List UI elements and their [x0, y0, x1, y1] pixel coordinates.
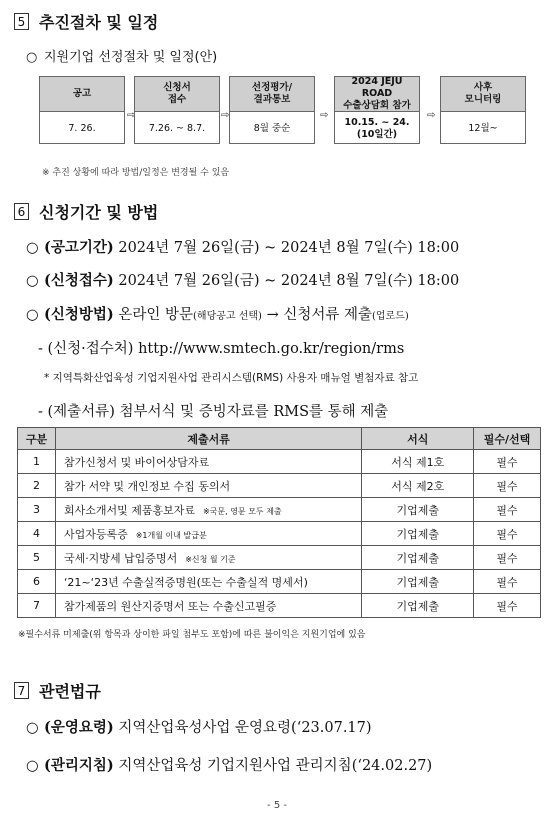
row-number: 1 — [18, 450, 56, 474]
document-note: ※1개월 이내 발급분 — [135, 530, 207, 540]
process-step — [334, 76, 420, 144]
item-text: 지역산업육성 기업지원사업 관리지침(‘24.02.27) — [118, 758, 433, 774]
item-text: 온라인 방문 — [118, 307, 194, 323]
item-text: 2024년 7월 26일(금) ~ 2024년 8월 7일(수) 18:00 — [118, 240, 460, 256]
step-date: 12월~ — [468, 122, 498, 134]
row-document — [55, 546, 361, 570]
item-text-small: (해당공고 선택) — [193, 311, 262, 322]
flow-arrow-icon: ⇨ — [320, 110, 329, 121]
header-doc: 제출서류 — [55, 428, 361, 450]
document-name: ‘21~‘23년 수출실적증명원(또는 수출실적 명세서) — [63, 575, 308, 589]
subheading-text: 지원기업 선정절차 및 일정(안) — [44, 50, 218, 65]
row-required: 필수 — [474, 594, 541, 618]
process-step — [134, 76, 220, 144]
page-number: - 5 - — [267, 800, 287, 811]
process-step — [229, 76, 315, 144]
apply-item-method — [26, 303, 409, 324]
row-form: 기업제출 — [362, 546, 474, 570]
table-header-row — [18, 428, 541, 450]
table-row — [18, 498, 541, 522]
section-5-heading — [14, 10, 158, 33]
row-form: 기업제출 — [362, 570, 474, 594]
flow-arrow-icon: ⇨ — [221, 110, 230, 121]
row-number: 3 — [18, 498, 56, 522]
document-name: 참가제품의 원산지증명서 또는 수출신고필증 — [63, 599, 277, 613]
flow-arrow-icon: ⇨ — [127, 110, 136, 121]
row-document — [55, 450, 361, 474]
table-row — [18, 450, 541, 474]
bullet-circle: ○ — [26, 758, 39, 774]
row-document — [55, 570, 361, 594]
row-required: 필수 — [474, 522, 541, 546]
row-required: 필수 — [474, 570, 541, 594]
row-required: 필수 — [474, 498, 541, 522]
row-number: 7 — [18, 594, 56, 618]
row-number: 2 — [18, 474, 56, 498]
document-name: 참가 서약 및 개인정보 수집 동의서 — [63, 479, 231, 493]
section-title: 추진절차 및 일정 — [39, 13, 159, 32]
item-label: (관리지침) — [44, 757, 114, 774]
row-document — [55, 474, 361, 498]
step-title: 2024 JEJU ROAD 수출상담회 참가 — [335, 77, 419, 112]
step-date: 7.26. ~ 8.7. — [148, 122, 206, 134]
row-form: 서식 제2호 — [362, 474, 474, 498]
row-required: 필수 — [474, 474, 541, 498]
header-required: 필수/선택 — [474, 428, 541, 450]
bullet-circle: ○ — [26, 50, 38, 65]
apply-item-announce — [26, 236, 459, 257]
item-text-small: (업로드) — [372, 311, 409, 322]
document-name: 참가신청서 및 바이어상담자료 — [63, 455, 210, 469]
documents-table — [17, 427, 541, 618]
row-document — [55, 522, 361, 546]
row-number: 4 — [18, 522, 56, 546]
item-label: (공고기간) — [44, 239, 114, 256]
row-document — [55, 594, 361, 618]
item-label: (신청방법) — [44, 306, 114, 323]
row-form: 서식 제1호 — [362, 450, 474, 474]
section-number: 6 — [14, 203, 29, 220]
row-form: 기업제출 — [362, 498, 474, 522]
flow-arrow-icon: ⇨ — [427, 110, 436, 121]
document-name: 국세·지방세 납입증명서 — [63, 551, 178, 565]
section-number: 7 — [14, 682, 29, 699]
table-row — [18, 546, 541, 570]
table-row — [18, 474, 541, 498]
row-number: 6 — [18, 570, 56, 594]
row-number: 5 — [18, 546, 56, 570]
bullet-circle: ○ — [26, 720, 39, 736]
document-note: ※신청 월 기준 — [185, 554, 236, 564]
item-text: 2024년 7월 26일(금) ~ 2024년 8월 7일(수) 18:00 — [118, 273, 460, 289]
receiver-line: - (신청·접수처) http://www.smtech.go.kr/region/rms — [38, 341, 405, 357]
process-step — [39, 76, 125, 144]
document-note: ※국문, 영문 모두 제출 — [202, 506, 282, 516]
item-text: 지역산업육성사업 운영요령(‘23.07.17) — [118, 720, 372, 736]
bullet-circle: ○ — [26, 273, 39, 289]
step-date: 8월 중순 — [253, 122, 291, 134]
bullet-circle: ○ — [26, 240, 39, 256]
row-form: 기업제출 — [362, 522, 474, 546]
section-7-heading — [14, 679, 101, 702]
header-no: 구분 — [18, 428, 56, 450]
row-document — [55, 498, 361, 522]
section-title: 관련법규 — [39, 682, 101, 701]
apply-item-receive — [26, 269, 459, 290]
section-6-heading — [14, 200, 158, 223]
section-title: 신청기간 및 방법 — [39, 203, 159, 222]
schedule-note: ※ 추진 상황에 따라 방법/일정은 변경될 수 있음 — [42, 168, 230, 178]
step-title: 신청서 접수 — [135, 77, 219, 112]
table-row — [18, 570, 541, 594]
document-name: 사업자등록증 — [63, 527, 128, 541]
item-text: → 신청서류 제출 — [266, 307, 372, 323]
row-required: 필수 — [474, 546, 541, 570]
table-row — [18, 522, 541, 546]
receiver-note: * 지역특화산업육성 기업지원사업 관리시스템(RMS) 사용자 매뉴얼 별첨자료 참고 — [44, 372, 419, 384]
schedule-subheading — [26, 46, 217, 65]
step-date: 10.15. ~ 24. (10일간) — [344, 116, 410, 140]
table-note: ※필수서류 미제출(위 항목과 상이한 파일 첨부도 포함)에 따른 불이익은 지원기업에 있음 — [18, 630, 366, 640]
law-item-management — [26, 754, 432, 775]
item-label: (운영요령) — [44, 719, 114, 736]
row-required: 필수 — [474, 450, 541, 474]
section-number: 5 — [14, 13, 29, 30]
step-date: 7. 26. — [68, 122, 96, 134]
table-row — [18, 594, 541, 618]
step-title: 선정평가/ 결과통보 — [230, 77, 314, 112]
bullet-circle: ○ — [26, 307, 39, 323]
law-item-operation — [26, 716, 372, 737]
submit-line: - (제출서류) 첨부서식 및 증빙자료를 RMS를 통해 제출 — [38, 404, 389, 420]
row-form: 기업제출 — [362, 594, 474, 618]
item-label: (신청접수) — [44, 272, 114, 289]
step-title: 사후 모니터링 — [441, 77, 525, 112]
step-title: 공고 — [40, 77, 124, 112]
document-name: 회사소개서및 제품홍보자료 — [63, 503, 195, 517]
process-step — [440, 76, 526, 144]
header-form: 서식 — [362, 428, 474, 450]
